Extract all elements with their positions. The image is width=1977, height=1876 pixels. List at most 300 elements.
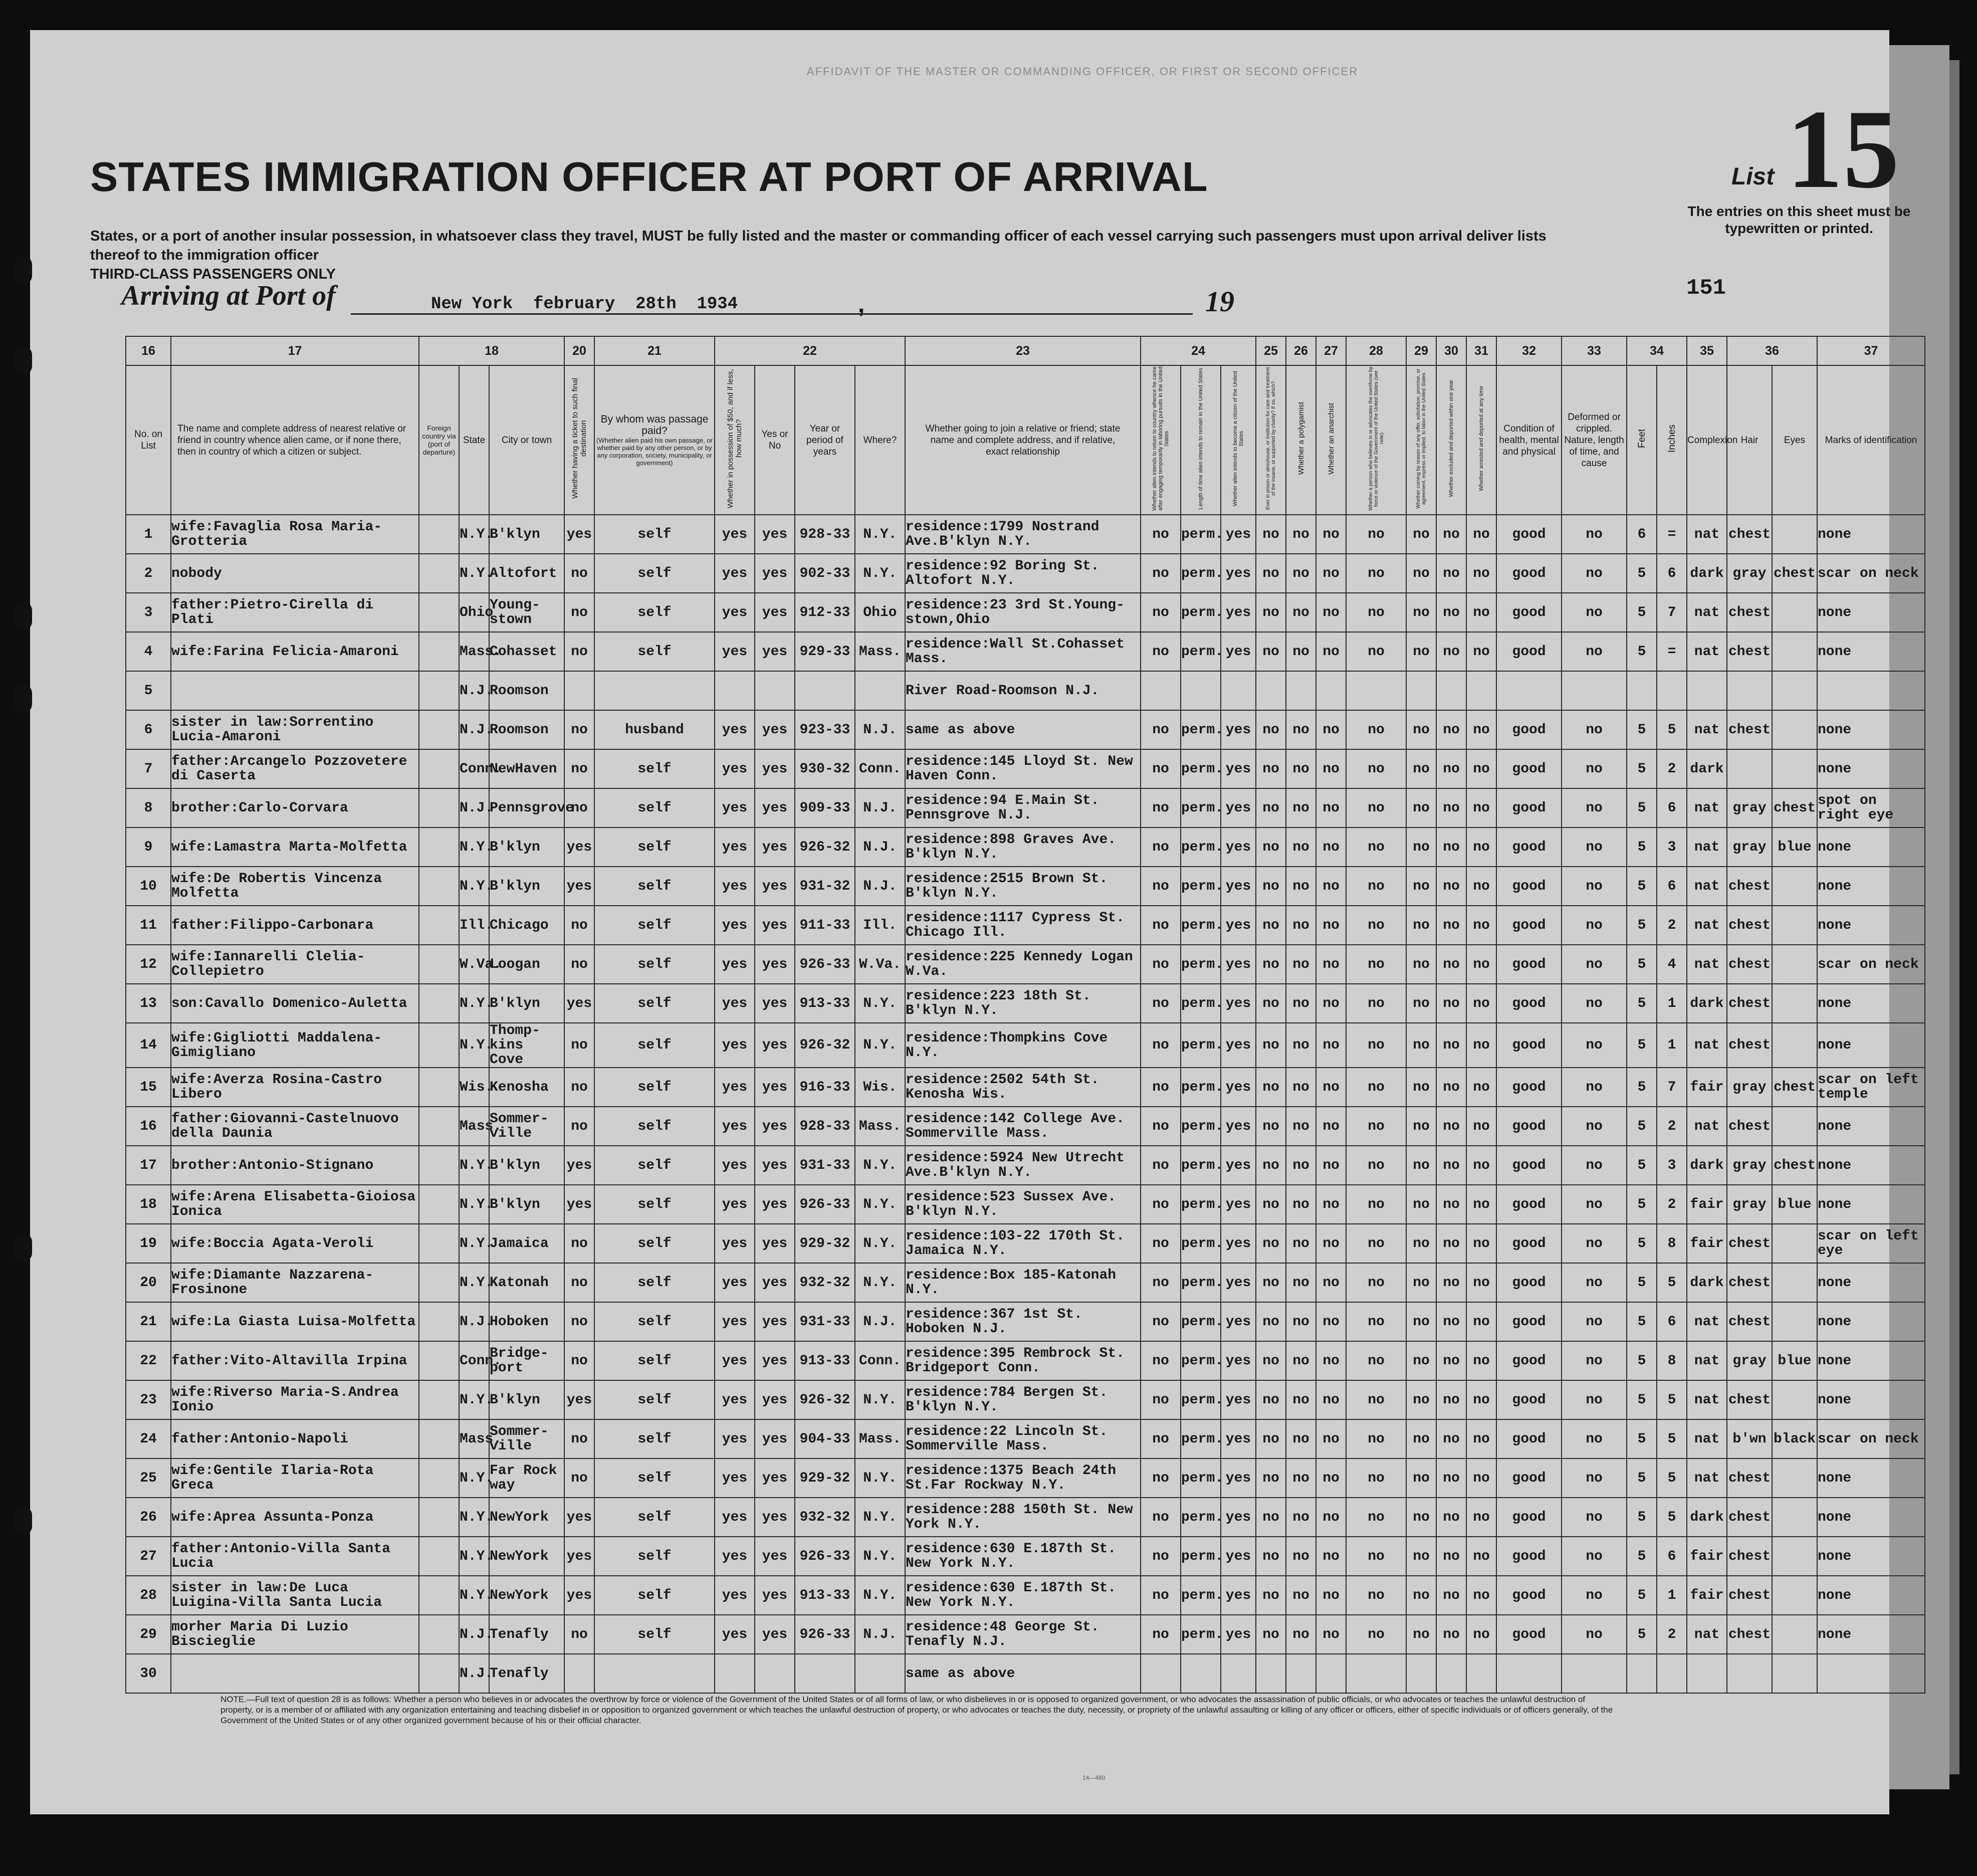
cell-polyg: no [1286,1576,1316,1615]
cell-eyes [1772,1263,1817,1302]
cell-money: yes [715,867,755,906]
cell-complexion: nat [1687,1615,1727,1654]
cell-years: 928-33 [795,1107,855,1146]
cell-arr: no [1466,632,1496,671]
cell-deform: no [1562,1380,1627,1419]
cell-city: Tenafly [489,1654,564,1693]
cell-perm: perm. [1181,945,1221,984]
cell-polyg: no [1286,749,1316,788]
binder-hole [14,684,32,713]
cell-purpose [1141,1654,1181,1693]
cell-city: Sommer-ville [489,1419,564,1458]
cell-paid: self [594,1419,715,1458]
cell-join: residence:630 E.187th St. New York N.Y. [905,1537,1141,1576]
cell-no: 10 [126,867,171,906]
cell-prison: no [1256,1341,1286,1380]
cell-ticket: no [564,554,594,593]
cell-join: residence:367 1st St. Hoboken N.J. [905,1302,1141,1341]
cell-years [795,1654,855,1693]
cell-before: yes [755,1146,795,1185]
cell-polyg: no [1286,1380,1316,1419]
cell-prison: no [1256,984,1286,1023]
cell-money: yes [715,1068,755,1107]
cell-state: Mass. [459,1107,489,1146]
cell-relative: wife:De Robertis Vincenza Molfetta [171,867,419,906]
cell-city: Hoboken [489,1302,564,1341]
cell-arr: no [1466,1498,1496,1537]
head-passage-sub: (Whether alien paid his own passage, or whether paid by any other person, or by any corporation, society, municipality, or government) [596,437,713,467]
cell-health: good [1496,1498,1562,1537]
cell-no: 2 [126,554,171,593]
cell-purpose: no [1141,1146,1181,1185]
cell-perm: perm. [1181,1576,1221,1615]
head-feet-text: Feet [1636,429,1647,449]
cell-arr: no [1466,1576,1496,1615]
cell-city: B'klyn [489,1146,564,1185]
cell-where: N.Y. [855,1576,905,1615]
cell-foreign-country [419,906,459,945]
cell-state: N.Y. [459,1146,489,1185]
cell-money [715,671,755,710]
cell-no: 23 [126,1380,171,1419]
cell-state: N.Y. [459,1224,489,1263]
cell-excl: no [1436,1458,1466,1498]
cell-purpose: no [1141,1615,1181,1654]
cell-purpose: no [1141,1107,1181,1146]
table-row [126,1458,1925,1498]
cell-prison: no [1256,1224,1286,1263]
cell-where: N.J. [855,788,905,827]
cell-feet: 5 [1627,906,1657,945]
cell-purpose: no [1141,1068,1181,1107]
cell-labor: no [1406,632,1436,671]
cell-prison [1256,671,1286,710]
cell-labor: no [1406,749,1436,788]
cell-hair: chest [1727,1263,1772,1302]
cell-state: N.Y. [459,1458,489,1498]
cell-health: good [1496,1023,1562,1068]
table-row [126,1419,1925,1458]
cell-years: 912-33 [795,593,855,632]
cell-complexion: dark [1687,984,1727,1023]
cell-inches: 2 [1657,1615,1687,1654]
cell-citizen: yes [1221,1023,1256,1068]
cell-anarch: no [1316,1341,1346,1380]
cell-feet: 5 [1627,1185,1657,1224]
cell-polyg: no [1286,1146,1316,1185]
head-ticket-text: Whether having a ticket to such final destination [571,378,588,499]
cell-purpose: no [1141,632,1181,671]
cell-relative: wife:Arena Elisabetta-Gioiosa Ionica [171,1185,419,1224]
cell-excl: no [1436,515,1466,554]
cell-polyg: no [1286,945,1316,984]
cell-no: 6 [126,710,171,749]
cell-foreign-country [419,1107,459,1146]
cell-no: 24 [126,1419,171,1458]
cell-money: yes [715,1185,755,1224]
cell-no: 30 [126,1654,171,1693]
cell-no: 18 [126,1185,171,1224]
cell-excl: no [1436,1537,1466,1576]
cell-years: 928-33 [795,515,855,554]
cell-polyg: no [1286,1107,1316,1146]
cell-inches: 6 [1657,1302,1687,1341]
cell-arr: no [1466,1302,1496,1341]
col-number: 28 [1346,336,1406,365]
cell-join: same as above [905,1654,1141,1693]
cell-perm [1181,671,1221,710]
cell-polyg: no [1286,1185,1316,1224]
cell-deform: no [1562,554,1627,593]
cell-feet: 5 [1627,1419,1657,1458]
cell-anarch: no [1316,1537,1346,1576]
cell-labor: no [1406,1576,1436,1615]
cell-deform: no [1562,1576,1627,1615]
cell-marks: none [1817,1341,1925,1380]
cell-hair: chest [1727,1107,1772,1146]
cell-marks: scar on left temple [1817,1068,1925,1107]
table-row [126,827,1925,867]
cell-join: residence:142 College Ave. Sommerville Mass. [905,1107,1141,1146]
cell-citizen: yes [1221,1498,1256,1537]
cell-money [715,1654,755,1693]
cell-complexion: nat [1687,1023,1727,1068]
cell-city: Pennsgrove [489,788,564,827]
cell-labor: no [1406,1341,1436,1380]
cell-marks: none [1817,1458,1925,1498]
head-arrested-text: Whether arrested and deported at any time [1478,386,1484,491]
cell-citizen: yes [1221,1068,1256,1107]
table-row [126,632,1925,671]
cell-deform: no [1562,945,1627,984]
cell-relative: father:Pietro-Cirella di Plati [171,593,419,632]
cell-feet: 5 [1627,554,1657,593]
cell-complexion [1687,1654,1727,1693]
cell-foreign-country [419,671,459,710]
cell-marks: scar on neck [1817,945,1925,984]
cell-relative: brother:Antonio-Stignano [171,1146,419,1185]
table-row [126,945,1925,984]
cell-arr: no [1466,710,1496,749]
cell-prison: no [1256,1146,1286,1185]
cell-citizen: yes [1221,788,1256,827]
cell-arr: no [1466,1537,1496,1576]
cell-perm: perm. [1181,906,1221,945]
cell-citizen: yes [1221,906,1256,945]
cell-eyes [1772,710,1817,749]
col-number: 37 [1817,336,1925,365]
head-labor-text: Whether coming by reason of any offer, solicitation, promise, or agreement, express or implied, to labor in the United States [1416,368,1427,509]
cell-city: Jamaica [489,1224,564,1263]
table-row [126,788,1925,827]
cell-inches: 6 [1657,554,1687,593]
cell-feet: 5 [1627,1224,1657,1263]
cell-hair: chest [1727,1380,1772,1419]
cell-where: N.J. [855,710,905,749]
cell-arr: no [1466,1023,1496,1068]
cell-no: 1 [126,515,171,554]
cell-relative: father:Filippo-Carbonara [171,906,419,945]
cell-before: yes [755,515,795,554]
cell-no: 7 [126,749,171,788]
cell-state: N.Y. [459,1263,489,1302]
cell-arr: no [1466,827,1496,867]
table-row [126,554,1925,593]
cell-join: residence:523 Sussex Ave. B'klyn N.Y. [905,1185,1141,1224]
col-number: 21 [594,336,715,365]
cell-ticket: yes [564,1185,594,1224]
cell-q28: no [1346,1068,1406,1107]
cell-hair: chest [1727,515,1772,554]
cell-before: yes [755,867,795,906]
cell-citizen: yes [1221,710,1256,749]
cell-arr: no [1466,1224,1496,1263]
cell-paid: self [594,1023,715,1068]
cell-no: 9 [126,827,171,867]
cell-ticket: no [564,788,594,827]
cell-q28: no [1346,1576,1406,1615]
cell-city: NewYork [489,1576,564,1615]
cell-purpose: no [1141,710,1181,749]
table-row [126,1537,1925,1576]
cell-before: yes [755,984,795,1023]
cell-polyg: no [1286,632,1316,671]
cell-anarch: no [1316,788,1346,827]
cell-inches [1657,671,1687,710]
cell-feet [1627,671,1657,710]
cell-anarch: no [1316,1576,1346,1615]
table-row [126,749,1925,788]
cell-ticket: yes [564,515,594,554]
cell-inches: 2 [1657,1107,1687,1146]
cell-prison: no [1256,1185,1286,1224]
cell-city: Roomson [489,710,564,749]
cell-city: B'klyn [489,827,564,867]
cell-relative: wife:Riverso Maria-S.Andrea Ionio [171,1380,419,1419]
cell-excl: no [1436,1498,1466,1537]
cell-marks: none [1817,1498,1925,1537]
cell-complexion: nat [1687,1341,1727,1380]
cell-deform: no [1562,1302,1627,1341]
cell-purpose: no [1141,1263,1181,1302]
cell-join: residence:395 Rembrock St. Bridgeport Conn. [905,1341,1141,1380]
cell-money: yes [715,593,755,632]
cell-inches: = [1657,515,1687,554]
cell-complexion: nat [1687,827,1727,867]
cell-citizen: yes [1221,1263,1256,1302]
cell-prison: no [1256,788,1286,827]
cell-citizen: yes [1221,593,1256,632]
cell-complexion [1687,671,1727,710]
cell-health: good [1496,1068,1562,1107]
cell-hair: gray [1727,1341,1772,1380]
head-prison [1256,365,1286,515]
cell-deform: no [1562,749,1627,788]
cell-health: good [1496,554,1562,593]
cell-feet: 5 [1627,1146,1657,1185]
cell-q28: no [1346,984,1406,1023]
cell-relative: wife:La Giasta Luisa-Molfetta [171,1302,419,1341]
cell-health: good [1496,945,1562,984]
cell-excl: no [1436,632,1466,671]
cell-q28: no [1346,515,1406,554]
cell-no: 19 [126,1224,171,1263]
cell-health: good [1496,1107,1562,1146]
cell-health: good [1496,749,1562,788]
cell-feet: 5 [1627,867,1657,906]
cell-deform: no [1562,1146,1627,1185]
cell-feet: 5 [1627,1576,1657,1615]
cell-polyg: no [1286,1537,1316,1576]
cell-perm: perm. [1181,1302,1221,1341]
cell-deform [1562,1654,1627,1693]
cell-arr: no [1466,1419,1496,1458]
cell-excl: no [1436,593,1466,632]
cell-money: yes [715,1615,755,1654]
cell-before: yes [755,1576,795,1615]
cell-marks [1817,1654,1925,1693]
cell-q28 [1346,671,1406,710]
page-subtitle [90,227,1594,284]
cell-ticket: no [564,1023,594,1068]
cell-eyes [1772,906,1817,945]
cell-foreign-country [419,1068,459,1107]
cell-state: N.J. [459,788,489,827]
cell-money: yes [715,788,755,827]
cell-no: 13 [126,984,171,1023]
col-number: 31 [1466,336,1496,365]
col-number: 18 [419,336,564,365]
cell-money: yes [715,710,755,749]
cell-relative: wife:Lamastra Marta-Molfetta [171,827,419,867]
cell-state: N.Y. [459,554,489,593]
cell-state: Mass. [459,632,489,671]
cell-feet: 5 [1627,1537,1657,1576]
cell-ticket: no [564,710,594,749]
cell-state: N.Y. [459,867,489,906]
cell-citizen: yes [1221,554,1256,593]
cell-inches: 4 [1657,945,1687,984]
cell-no: 22 [126,1341,171,1380]
cell-relative: morher Maria Di Luzio Bisciеglie [171,1615,419,1654]
cell-health: good [1496,1224,1562,1263]
cell-purpose: no [1141,515,1181,554]
cell-labor: no [1406,1068,1436,1107]
cell-anarch: no [1316,1458,1346,1498]
col-number: 20 [564,336,594,365]
cell-purpose: no [1141,1576,1181,1615]
list-label: List [1731,163,1775,190]
cell-perm: perm. [1181,710,1221,749]
cell-money: yes [715,945,755,984]
cell-complexion: nat [1687,906,1727,945]
cell-citizen: yes [1221,1146,1256,1185]
cell-paid: self [594,1537,715,1576]
cell-years: 913-33 [795,984,855,1023]
cell-inches: 5 [1657,1498,1687,1537]
cell-relative: wife:Favaglia Rosa Maria-Grotteria [171,515,419,554]
cell-years: 926-33 [795,1615,855,1654]
cell-polyg: no [1286,788,1316,827]
cell-inches: 1 [1657,1576,1687,1615]
cell-labor: no [1406,710,1436,749]
cell-purpose: no [1141,788,1181,827]
cell-relative: wife:Boccia Agata-Veroli [171,1224,419,1263]
cell-health: good [1496,1302,1562,1341]
cell-hair: chest [1727,1458,1772,1498]
cell-before: yes [755,1185,795,1224]
cell-health: good [1496,1341,1562,1380]
cell-prison: no [1256,1068,1286,1107]
cell-state: N.Y. [459,1537,489,1576]
cell-complexion: nat [1687,593,1727,632]
cell-deform: no [1562,710,1627,749]
cell-hair: chest [1727,1023,1772,1068]
cell-perm: perm. [1181,1615,1221,1654]
cell-years: 932-32 [795,1498,855,1537]
cell-deform: no [1562,1458,1627,1498]
table-row [126,1302,1925,1341]
cell-paid: self [594,749,715,788]
cell-money: yes [715,1341,755,1380]
table-row [126,1576,1925,1615]
cell-anarch: no [1316,749,1346,788]
cell-before: yes [755,1341,795,1380]
cell-polyg: no [1286,1615,1316,1654]
cell-years: 931-33 [795,1146,855,1185]
cell-money: yes [715,1107,755,1146]
cell-purpose: no [1141,593,1181,632]
cell-inches: 1 [1657,1023,1687,1068]
cell-prison: no [1256,945,1286,984]
cell-perm: perm. [1181,1380,1221,1419]
col-number: 35 [1687,336,1727,365]
cell-join: River Road-Roomson N.J. [905,671,1141,710]
cell-arr: no [1466,1185,1496,1224]
head-purpose-length [1181,365,1221,515]
cell-polyg: no [1286,1023,1316,1068]
cell-health: good [1496,906,1562,945]
list-number: 15 [1787,86,1899,212]
cell-anarch: no [1316,1380,1346,1419]
cell-excl: no [1436,554,1466,593]
cell-arr: no [1466,1263,1496,1302]
cell-join: residence:Wall St.Cohasset Mass. [905,632,1141,671]
cell-years: 926-32 [795,827,855,867]
cell-inches: 6 [1657,1537,1687,1576]
cell-q28: no [1346,945,1406,984]
cell-ticket [564,671,594,710]
cell-perm: perm. [1181,1146,1221,1185]
cell-arr: no [1466,788,1496,827]
cell-state: N.J. [459,710,489,749]
col-number: 23 [905,336,1141,365]
cell-no: 25 [126,1458,171,1498]
head-prison-text: Ever in prison or almshouse, or institution for care and treatment of the insane, or supported by charity? If so, which? [1265,367,1276,510]
cell-years: 913-33 [795,1576,855,1615]
cell-q28: no [1346,593,1406,632]
cell-relative: father:Vito-Altavilla Irpina [171,1341,419,1380]
cell-join: same as above [905,710,1141,749]
cell-feet: 5 [1627,1380,1657,1419]
cell-years: 930-32 [795,749,855,788]
cell-city: Bridge-port [489,1341,564,1380]
cell-complexion: nat [1687,1380,1727,1419]
cell-years: 926-33 [795,1537,855,1576]
binder-hole [14,346,32,375]
cell-hair: b'wn [1727,1419,1772,1458]
cell-purpose: no [1141,867,1181,906]
